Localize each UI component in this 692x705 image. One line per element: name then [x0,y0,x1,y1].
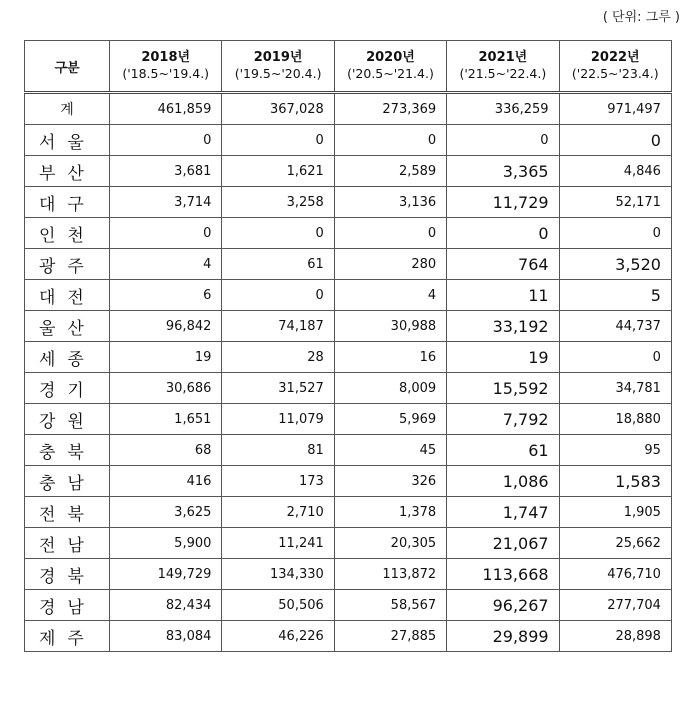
table-row [25,528,672,559]
value-cell: 173 [222,466,334,497]
table-row [25,280,672,311]
table-row [25,466,672,497]
value-cell: 44,737 [559,311,671,342]
value-cell: 5 [559,280,671,311]
value-cell: 2,589 [334,156,446,187]
table-row [25,621,672,652]
value-cell: 21,067 [447,528,559,559]
region-label: 전남 [25,528,110,559]
region-label: 충남 [25,466,110,497]
value-cell: 15,592 [447,373,559,404]
value-cell: 3,136 [334,187,446,218]
value-cell: 0 [559,218,671,249]
value-cell: 0 [559,342,671,373]
value-cell: 0 [222,125,334,156]
value-cell: 134,330 [222,559,334,590]
table-row [25,559,672,590]
region-label: 계 [25,93,110,125]
value-cell: 0 [222,218,334,249]
region-label: 제주 [25,621,110,652]
table-row [25,373,672,404]
value-cell: 416 [110,466,222,497]
table-row [25,435,672,466]
period-label: ('21.5~'22.4.) [459,66,547,81]
value-cell: 11,729 [447,187,559,218]
header-year-2018 [110,41,222,93]
table-row [25,311,672,342]
value-cell: 31,527 [222,373,334,404]
table-body [25,93,672,652]
region-label: 서울 [25,125,110,156]
value-cell: 113,872 [334,559,446,590]
value-cell: 4,846 [559,156,671,187]
value-cell: 336,259 [447,93,559,125]
table-row [25,218,672,249]
value-cell: 68 [110,435,222,466]
header-year-2020 [334,41,446,93]
value-cell: 95 [559,435,671,466]
region-label: 경남 [25,590,110,621]
value-cell: 5,900 [110,528,222,559]
period-label: ('18.5~'19.4.) [122,66,210,81]
value-cell: 326 [334,466,446,497]
value-cell: 11,241 [222,528,334,559]
value-cell: 50,506 [222,590,334,621]
value-cell: 3,625 [110,497,222,528]
year-label: 2022년 [590,50,640,65]
period-label: ('20.5~'21.4.) [347,66,434,81]
value-cell: 20,305 [334,528,446,559]
value-cell: 0 [334,218,446,249]
value-cell: 0 [110,125,222,156]
value-cell: 6 [110,280,222,311]
value-cell: 0 [447,218,559,249]
value-cell: 149,729 [110,559,222,590]
value-cell: 8,009 [334,373,446,404]
value-cell: 4 [334,280,446,311]
value-cell: 83,084 [110,621,222,652]
value-cell: 30,686 [110,373,222,404]
value-cell: 30,988 [334,311,446,342]
table-row [25,342,672,373]
value-cell: 11,079 [222,404,334,435]
value-cell: 0 [334,125,446,156]
value-cell: 367,028 [222,93,334,125]
value-cell: 277,704 [559,590,671,621]
table-row [25,125,672,156]
value-cell: 2,710 [222,497,334,528]
value-cell: 1,086 [447,466,559,497]
region-label: 경기 [25,373,110,404]
value-cell: 4 [110,249,222,280]
value-cell: 45 [334,435,446,466]
value-cell: 764 [447,249,559,280]
region-label: 울산 [25,311,110,342]
total-row [25,93,672,125]
value-cell: 0 [559,125,671,156]
value-cell: 280 [334,249,446,280]
year-label: 2019년 [253,50,303,65]
value-cell: 82,434 [110,590,222,621]
value-cell: 96,842 [110,311,222,342]
header-year-2021 [447,41,559,93]
value-cell: 11 [447,280,559,311]
value-cell: 18,880 [559,404,671,435]
value-cell: 28,898 [559,621,671,652]
value-cell: 25,662 [559,528,671,559]
value-cell: 34,781 [559,373,671,404]
header-row [25,41,672,93]
value-cell: 52,171 [559,187,671,218]
year-label: 2020년 [366,50,415,65]
region-label: 광주 [25,249,110,280]
value-cell: 61 [222,249,334,280]
period-label: ('19.5~'20.4.) [234,66,322,81]
header-year-2019 [222,41,334,93]
value-cell: 96,267 [447,590,559,621]
value-cell: 58,567 [334,590,446,621]
region-label: 인천 [25,218,110,249]
table-row [25,187,672,218]
value-cell: 3,681 [110,156,222,187]
value-cell: 0 [110,218,222,249]
unit-label: ( 단위: 그루 ) [602,10,680,25]
region-label: 부산 [25,156,110,187]
value-cell: 461,859 [110,93,222,125]
value-cell: 33,192 [447,311,559,342]
table-row [25,156,672,187]
region-label: 전북 [25,497,110,528]
region-label: 강원 [25,404,110,435]
value-cell: 61 [447,435,559,466]
value-cell: 113,668 [447,559,559,590]
value-cell: 3,365 [447,156,559,187]
value-cell: 7,792 [447,404,559,435]
value-cell: 19 [447,342,559,373]
value-cell: 3,714 [110,187,222,218]
value-cell: 476,710 [559,559,671,590]
header-corner: 구분 [25,41,110,93]
value-cell: 3,258 [222,187,334,218]
value-cell: 1,905 [559,497,671,528]
value-cell: 27,885 [334,621,446,652]
year-label: 2021년 [478,50,528,65]
value-cell: 29,899 [447,621,559,652]
value-cell: 1,747 [447,497,559,528]
header-year-2022 [559,41,671,93]
period-label: ('22.5~'23.4.) [571,66,659,81]
table-row [25,590,672,621]
value-cell: 1,378 [334,497,446,528]
region-label: 충북 [25,435,110,466]
value-cell: 46,226 [222,621,334,652]
value-cell: 74,187 [222,311,334,342]
value-cell: 19 [110,342,222,373]
value-cell: 16 [334,342,446,373]
value-cell: 3,520 [559,249,671,280]
table-row [25,249,672,280]
region-label: 경북 [25,559,110,590]
value-cell: 1,651 [110,404,222,435]
region-label: 세종 [25,342,110,373]
tree-count-table [24,40,672,652]
table-row [25,404,672,435]
table-row [25,497,672,528]
value-cell: 1,621 [222,156,334,187]
value-cell: 971,497 [559,93,671,125]
value-cell: 1,583 [559,466,671,497]
value-cell: 81 [222,435,334,466]
region-label: 대전 [25,280,110,311]
value-cell: 5,969 [334,404,446,435]
region-label: 대구 [25,187,110,218]
value-cell: 0 [222,280,334,311]
value-cell: 28 [222,342,334,373]
value-cell: 0 [447,125,559,156]
value-cell: 273,369 [334,93,446,125]
year-label: 2018년 [141,50,191,65]
